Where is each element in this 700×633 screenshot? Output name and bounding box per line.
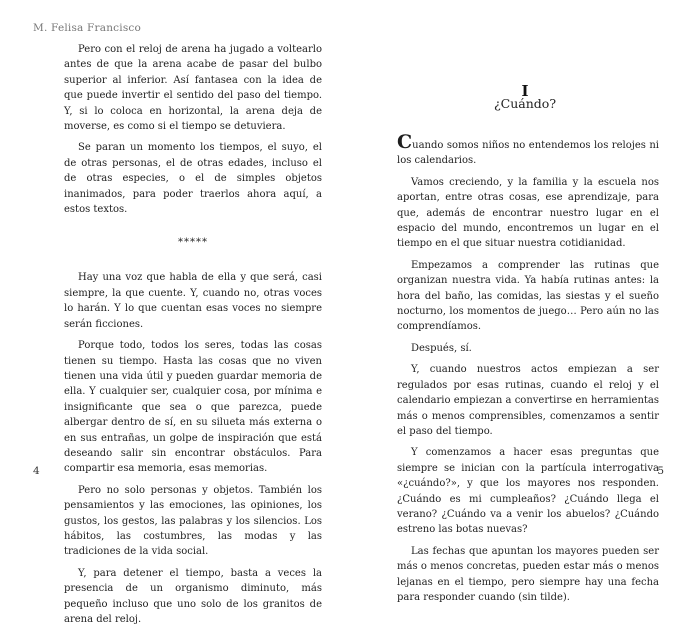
paragraph: Y, cuando nuestros actos empiezan a ser regulados por esas rutinas, cuando el reloj y el calendario empiezan a convertirse en herramientas más o menos comprensibles, comenzamos a sentir el paso del tiempo. [397,364,659,437]
paragraph: Pero con el reloj de arena ha jugado a voltearlo antes de que la arena acabe de pasar del bulbo superior al inferior. Así fantasea con la idea de que puede invertir el sentido del paso del tiempo. Y, si lo coloca en horizontal, la arena deja de moverse, es como si el tiempo se detuviera. [64,44,322,133]
paragraph: Y comenzamos a hacer esas preguntas que siempre se inician con la partícula interrogativa «¿cuándo?», y que los mayores nos responden. ¿Cuándo es mi cumpleaños? ¿Cuándo llega el verano? ¿Cuándo va a venir los abuelos? ¿Cuándo estreno las botas nuevas? [397,447,659,536]
running-head: M. Felisa Francisco [33,22,142,34]
opening-paragraph [397,131,659,169]
paragraph: Se paran un momento los tiempos, el suyo, el de otras personas, el de otras edades, incluso el de otras especies, o el de simples objetos inanimados, para poder traerlos ahora aquí, a estos textos. [64,142,322,216]
paragraph: Pero no solo personas y objetos. También los pensamientos y las emociones, las opiniones, los gustos, los gestos, las palabras y los silencios. Los hábitos, las costumbres, las modas y las tradiciones de la vida social. [64,484,322,558]
page-number: 4 [33,465,40,477]
paragraph: Vamos creciendo, y la familia y la escuela nos aportan, entre otras cosas, ese aprendizaje, para que, además de encontrar nuestro lugar en el espacio del mundo, encontremos un lugar en el tiempo en el que situar nuestra cotidianidad. [397,176,659,250]
opening-paragraph-text: uando somos niños no entendemos los relojes ni los calendarios. [397,140,659,167]
left-page-text [64,42,322,633]
section-separator: ***** [178,237,208,249]
paragraph: Porque todo, todos los seres, todas las cosas tienen su tiempo. Hasta las cosas que no viven tienen una vida útil y pueden guardar memoria de ella. Y cualquier ser, cualquier cosa, por mínima e insignificante que sea o que parezca, puede albergar dentro de sí, en su silueta más externa o en sus entrañas, un golpe de inspiración que está deseando salir sin encontrar obstáculos. Para compartir esa memoria, esas memorias. [64,340,322,475]
paragraph: Las fechas que apuntan los mayores pueden ser más o menos concretas, pueden estar más o menos lejanas en el tiempo, pero siempre hay una fecha para responder cuando (sin tilde). [397,545,659,603]
chapter-number: I [521,82,529,100]
paragraph: Hay una voz que habla de ella y que será, casi siempre, la que cuente. Y, cuando no, otras voces lo harán. Y lo que cuentan esas voces no siempre serán ficciones. [64,272,322,330]
page-number: 5 [657,465,664,477]
paragraph: Empezamos a comprender las rutinas que organizan nuestra vida. Ya había rutinas antes: la hora del baño, las comidas, las siestas y el sueño nocturno, los momentos de juego… Pero aún no las comprendíamos. [397,259,659,333]
paragraph: Después, sí. [411,342,472,354]
drop-cap: C [397,131,413,153]
paragraph: Y, para detener el tiempo, basta a veces la presencia de un organismo diminuto, más pequeño incluso que uno solo de los granitos de arena del reloj. [64,567,322,625]
right-page-text [397,131,659,611]
left-page [0,0,350,625]
right-page [350,0,700,603]
chapter-title: ¿Cuándo? [493,96,557,111]
